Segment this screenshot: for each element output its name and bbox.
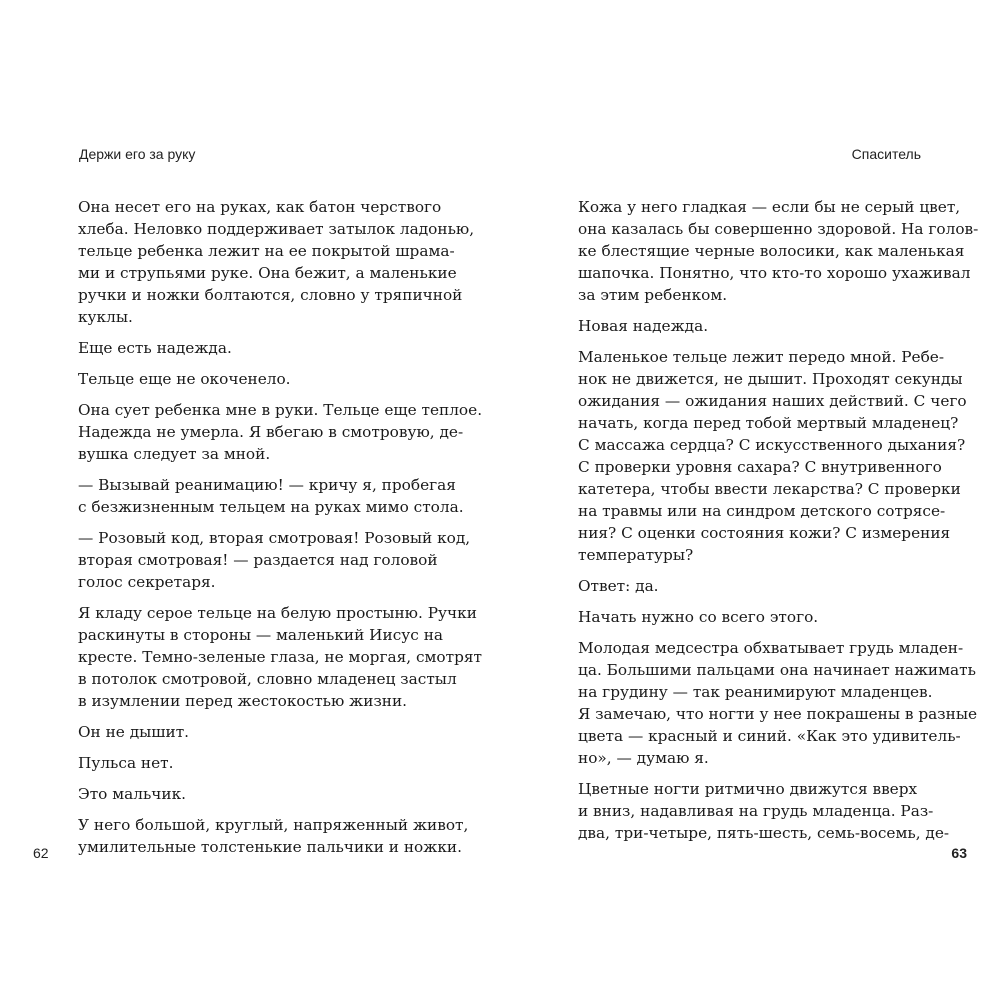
text-line: У него большой, круглый, напряженный живот, — [78, 816, 469, 834]
text-line: Молодая медсестра обхватывает грудь младен- — [578, 639, 964, 657]
paragraph — [578, 575, 921, 597]
text-line: Новая надежда. — [578, 317, 709, 335]
text-line: она казалась бы совершенно здоровой. На голов- — [578, 220, 979, 238]
text-line: — Розовый код, вторая смотровая! Розовый код, — [78, 529, 471, 547]
text-line: два, три-четыре, пять-шесть, семь-восемь, де- — [578, 824, 950, 842]
text-line: Она сует ребенка мне в руки. Тельце еще теплое. — [78, 401, 483, 419]
text-line: начать, когда перед тобой мертвый младенец? — [578, 414, 959, 432]
text-line: и вниз, надавливая на грудь младенца. Раз- — [578, 802, 934, 820]
text-line: С массажа сердца? С искусственного дыхания? — [578, 436, 966, 454]
running-header: Держи его за руку — [79, 146, 196, 162]
text-line: в изумлении перед жестокостью жизни. — [78, 692, 408, 710]
paragraph — [578, 315, 921, 337]
text-line: но», — думаю я. — [578, 749, 709, 767]
text-line: ми и струпьями руке. Она бежит, а маленькие — [78, 264, 457, 282]
text-line: Я замечаю, что ногти у нее покрашены в разные — [578, 705, 978, 723]
text-line: Это мальчик. — [78, 785, 187, 803]
paragraph — [78, 721, 421, 743]
text-line: ния? С оценки состояния кожи? С измерения — [578, 524, 951, 542]
text-line: Надежда не умерла. Я вбегаю в смотровую, де- — [78, 423, 464, 441]
paragraph — [578, 778, 950, 844]
text-line: с безжизненным тельцем на руках мимо стола. — [78, 498, 464, 516]
paragraph — [78, 602, 482, 712]
text-line: Она несет его на руках, как батон черствого — [78, 198, 442, 216]
paragraph — [78, 196, 475, 328]
paragraph — [78, 368, 421, 390]
text-line: ожидания — ожидания наших действий. С чего — [578, 392, 967, 410]
paragraph — [578, 346, 967, 566]
text-line: хлеба. Неловко поддерживает затылок ладонью, — [78, 220, 475, 238]
right-page — [500, 0, 1000, 1000]
text-line: температуры? — [578, 546, 694, 564]
page-number: 62 — [33, 845, 49, 861]
paragraph — [78, 399, 483, 465]
text-line: нок не движется, не дышит. Проходят секунды — [578, 370, 963, 388]
text-line: ке блестящие черные волосики, как маленькая — [578, 242, 965, 260]
paragraph — [578, 637, 978, 769]
text-line: Еще есть надежда. — [78, 339, 232, 357]
text-line: Тельце еще не окоченело. — [78, 370, 291, 388]
text-line: Ответ: да. — [578, 577, 659, 595]
paragraph — [78, 337, 421, 359]
text-line: кресте. Темно-зеленые глаза, не моргая, смотрят — [78, 648, 482, 666]
body-text — [78, 196, 483, 867]
paragraph — [78, 474, 464, 518]
text-line: шапочка. Понятно, что кто-то хорошо ухаживал — [578, 264, 971, 282]
text-line: куклы. — [78, 308, 133, 326]
text-line: вушка следует за мной. — [78, 445, 271, 463]
text-line: голос секретаря. — [78, 573, 216, 591]
paragraph — [578, 606, 921, 628]
text-line: ца. Большими пальцами она начинает нажимать — [578, 661, 976, 679]
paragraph — [78, 527, 471, 593]
text-line: вторая смотровая! — раздается над головой — [78, 551, 438, 569]
text-line: тельце ребенка лежит на ее покрытой шрама- — [78, 242, 455, 260]
text-line: цвета — красный и синий. «Как это удивитель- — [578, 727, 961, 745]
paragraph — [78, 783, 421, 805]
text-line: Начать нужно со всего этого. — [578, 608, 819, 626]
text-line: С проверки уровня сахара? С внутривенного — [578, 458, 942, 476]
paragraph — [578, 196, 979, 306]
text-line: на травмы или на синдром детского сотрясе- — [578, 502, 946, 520]
text-line: ручки и ножки болтаются, словно у тряпичной — [78, 286, 463, 304]
paragraph — [78, 814, 469, 858]
text-line: Я кладу серое тельце на белую простыню. Ручки — [78, 604, 477, 622]
paragraph — [78, 752, 421, 774]
text-line: на грудину — так реанимируют младенцев. — [578, 683, 933, 701]
text-line: Кожа у него гладкая — если бы не серый цвет, — [578, 198, 961, 216]
text-line: раскинуты в стороны — маленький Иисус на — [78, 626, 444, 644]
text-line: — Вызывай реанимацию! — кричу я, пробегая — [78, 476, 456, 494]
text-line: за этим ребенком. — [578, 286, 728, 304]
text-line: Он не дышит. — [78, 723, 190, 741]
text-line: в потолок смотровой, словно младенец застыл — [78, 670, 457, 688]
text-line: умилительные толстенькие пальчики и ножки. — [78, 838, 462, 856]
text-line: Маленькое тельце лежит передо мной. Ребе- — [578, 348, 945, 366]
text-line: Цветные ногти ритмично движутся вверх — [578, 780, 918, 798]
text-line: Пульса нет. — [78, 754, 174, 772]
text-line: катетера, чтобы ввести лекарства? С проверки — [578, 480, 961, 498]
running-header: Спаситель — [851, 146, 921, 162]
page-number: 63 — [951, 845, 967, 861]
